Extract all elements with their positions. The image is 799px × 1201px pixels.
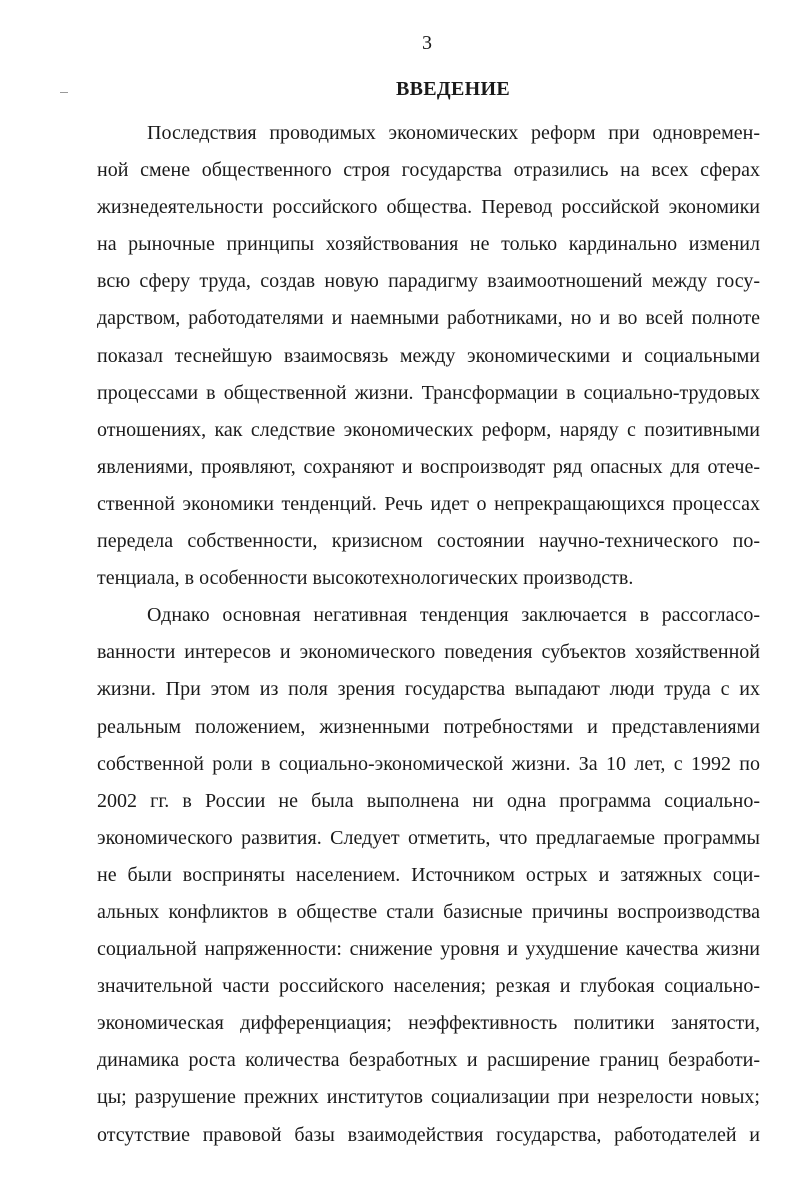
text-line: жизни. При этом из поля зрения государства выпадают люди труда с их: [97, 678, 760, 701]
text-line: тенциала, в особенности высокотехнологических производств.: [97, 567, 634, 590]
text-line: явлениями, проявляют, сохраняют и воспроизводят ряд опасных для отече-: [97, 455, 760, 478]
text-line: Последствия проводимых экономических реформ при одновремен-: [147, 122, 760, 144]
text-line: собственной роли в социально-экономической жизни. За 10 лет, с 1992 по: [97, 752, 760, 775]
text-line: отношениях, как следствие экономических реформ, наряду с позитивными: [97, 418, 760, 441]
document-body: [97, 115, 760, 1154]
text-line: ванности интересов и экономического поведения субъектов хозяйственной: [97, 641, 760, 664]
text-line: процессами в общественной жизни. Трансформации в социально-трудовых: [97, 381, 760, 404]
page-number: 3: [422, 32, 432, 54]
text-line: всю сферу труда, создав новую парадигму взаимоотношений между госу-: [97, 270, 760, 293]
text-line: ственной экономики тенденций. Речь идет о непрекращающихся процессах: [97, 492, 760, 515]
text-line: на рыночные принципы хозяйствования не только кардинально изменил: [97, 233, 760, 256]
text-line: дарством, работодателями и наемными работниками, но и во всей полноте: [97, 307, 760, 330]
section-heading: ВВЕДЕНИЕ: [396, 78, 510, 100]
text-line: жизнедеятельности российского общества. Перевод российской экономики: [97, 196, 760, 219]
text-line: не были восприняты населением. Источником острых и затяжных соци-: [97, 863, 760, 886]
text-line: динамика роста количества безработных и расширение границ безработи-: [97, 1049, 760, 1072]
text-line: альных конфликтов в обществе стали базисные причины воспроизводства: [97, 900, 760, 923]
text-line: экономического развития. Следует отметить, что предлагаемые программы: [97, 826, 760, 849]
paragraph: [97, 597, 760, 1153]
text-line: ной смене общественного строя государства отразились на всех сферах: [97, 159, 760, 182]
text-line: цы; разрушение прежних институтов социализации при незрелости новых;: [97, 1086, 760, 1109]
text-line: передела собственности, кризисном состоянии научно-технического по-: [97, 530, 760, 553]
text-line: значительной части российского населения; резкая и глубокая социально-: [97, 975, 760, 998]
text-line: реальным положением, жизненными потребностями и представлениями: [97, 715, 760, 738]
text-line: показал теснейшую взаимосвязь между экономическими и социальными: [97, 344, 760, 367]
text-line: экономическая дифференциация; неэффективность политики занятости,: [97, 1012, 760, 1035]
paragraph: [97, 115, 760, 597]
text-line: отсутствие правовой базы взаимодействия государства, работодателей и: [97, 1123, 760, 1146]
text-line: Однако основная негативная тенденция заключается в рассогласо-: [147, 604, 760, 627]
text-line: 2002 гг. в России не была выполнена ни одна программа социально-: [97, 789, 760, 812]
text-line: социальной напряженности: снижение уровня и ухудшение качества жизни: [97, 938, 760, 961]
